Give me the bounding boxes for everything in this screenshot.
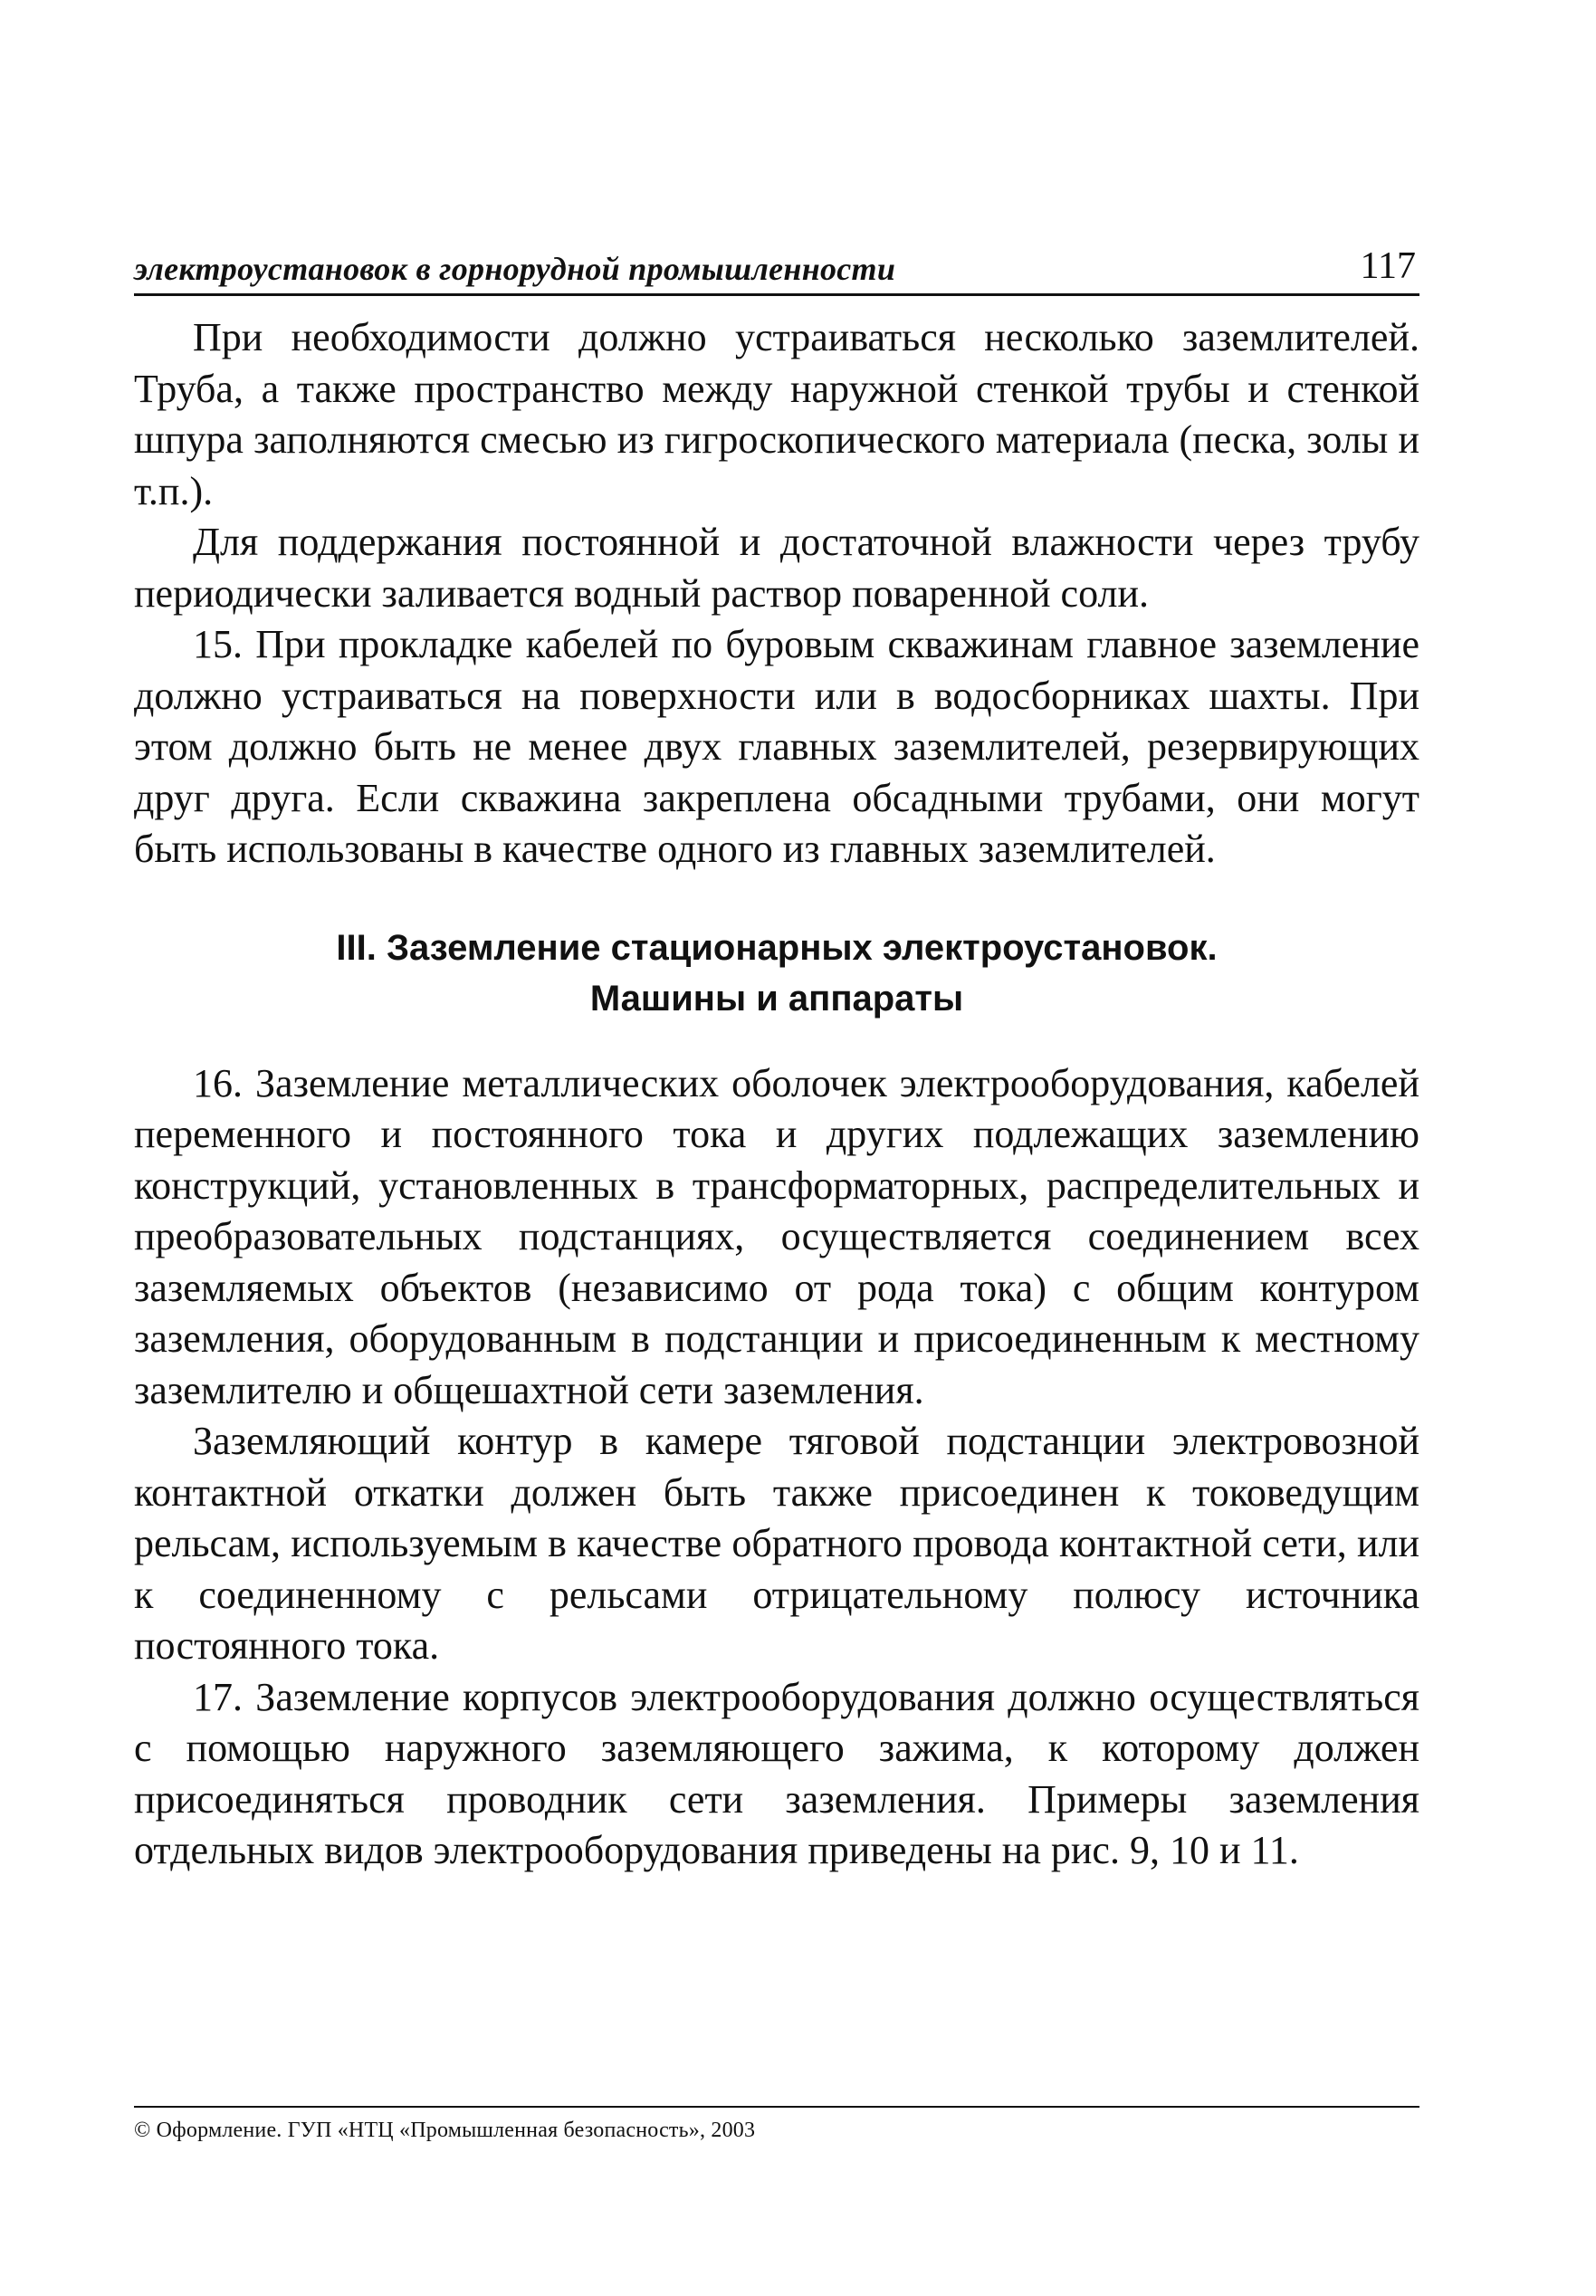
paragraph-item-15: 15. При прокладке кабелей по буровым скважинам главное заземление должно устраиваться на поверхности или в водосборниках шахты. При этом должно быть не менее двух главных заземлителей, резервирующих друг друга. Если скважина закреплена обсадными трубами, они могут быть использованы в качестве одного из главных заземлителей.	[134, 622, 1419, 871]
running-title: электроустановок в горнорудной промышленности	[134, 251, 896, 287]
page-number: 117	[1360, 245, 1416, 287]
section-heading-line-2: Машины и аппараты	[589, 978, 964, 1019]
paragraph: При необходимости должно устраиваться несколько заземлителей. Труба, а также пространство между наружной стенкой трубы и стенкой шпура заполняются смесью из гигроскопического материала (песка, золы и т.п.).	[134, 315, 1419, 513]
body-text	[134, 312, 1419, 1877]
footer-divider	[134, 2106, 1419, 2108]
copyright-notice: © Оформление. ГУП «НТЦ «Промышленная безопасность», 2003	[134, 2119, 756, 2142]
section-heading-line-1: III. Заземление стационарных электроустановок.	[336, 927, 1218, 968]
paragraph: Для поддержания постоянной и достаточной влажности через трубу периодически заливается водный раствор поваренной соли.	[134, 520, 1419, 616]
paragraph-item-17: 17. Заземление корпусов электрооборудования должно осуществляться с помощью наружного заземляющего зажима, к которому должен присоединяться проводник сети заземления. Примеры заземления отдельных видов электрооборудования приведены на рис. 9, 10 и 11.	[134, 1674, 1419, 1872]
running-header	[134, 243, 1419, 296]
paragraph: Заземляющий контур в камере тяговой подстанции электровозной контактной откатки должен быть также присоединен к токоведущим рельсам, используемым в качестве обратного провода контактной сети, или к соединенному с рельсами отрицательному полюсу источника постоянного тока.	[134, 1419, 1419, 1668]
section-heading	[134, 923, 1419, 1024]
paragraph-item-16: 16. Заземление металлических оболочек электрооборудования, кабелей переменного и постоянного тока и других подлежащих заземлению конструкций, установленных в трансформаторных, распределительных и преобразовательных подстанциях, осуществляется соединением всех заземляемых объектов (независимо от рода тока) с общим контуром заземления, оборудованным в подстанции и присоединенным к местному заземлителю и общешахтной сети заземления.	[134, 1060, 1419, 1412]
